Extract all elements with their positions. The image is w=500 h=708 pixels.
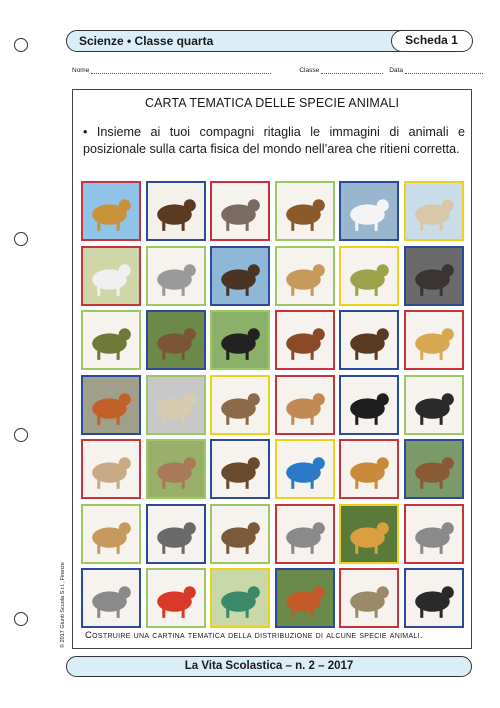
- animal-image: [212, 377, 268, 433]
- animal-card: [339, 439, 399, 499]
- animal-card: [81, 181, 141, 241]
- footer-bar: La Vita Scolastica – n. 2 – 2017: [66, 656, 472, 677]
- animal-image: [148, 183, 204, 239]
- classe-label: Classe: [299, 67, 320, 74]
- copyright-note: © 2017 Giunti Scuola S.r.l., Firenze: [60, 562, 66, 648]
- animal-card: [275, 439, 335, 499]
- data-label: Data: [389, 67, 403, 74]
- animal-card: [210, 310, 270, 370]
- animal-image: [148, 248, 204, 304]
- binder-hole: [14, 612, 28, 626]
- animal-card: [146, 439, 206, 499]
- animal-card: [146, 504, 206, 564]
- animal-image: [341, 183, 397, 239]
- animal-card: [275, 568, 335, 628]
- student-fields: [72, 67, 472, 74]
- animal-image: [406, 183, 462, 239]
- animal-image: [341, 441, 397, 497]
- animal-card: [404, 246, 464, 306]
- animal-image: [212, 506, 268, 562]
- animal-image: [341, 312, 397, 368]
- animal-card: [275, 310, 335, 370]
- animal-image: [277, 183, 333, 239]
- animal-card: [210, 439, 270, 499]
- animal-image: [277, 377, 333, 433]
- animal-card: [404, 310, 464, 370]
- binder-hole: [14, 232, 28, 246]
- animal-image: [277, 441, 333, 497]
- instructions-text: • Insieme ai tuoi compagni ritaglia le immagini di animali e posizionale sulla carta fisica del mondo nell’area che ritieni corretta.: [83, 125, 465, 156]
- animal-card: [146, 375, 206, 435]
- animal-card: [210, 568, 270, 628]
- animal-image: [83, 183, 139, 239]
- nome-field[interactable]: [72, 67, 271, 74]
- animal-image: [83, 441, 139, 497]
- animal-image: [83, 312, 139, 368]
- animal-card: [275, 375, 335, 435]
- animal-image: [277, 570, 333, 626]
- animal-card: [146, 181, 206, 241]
- animal-image: [277, 312, 333, 368]
- animal-image: [83, 506, 139, 562]
- animal-card: [81, 568, 141, 628]
- animal-image: [406, 441, 462, 497]
- animal-image: [406, 377, 462, 433]
- animal-image: [406, 312, 462, 368]
- scheda-tab: Scheda 1: [391, 30, 473, 52]
- animal-card: [404, 375, 464, 435]
- animal-card: [81, 439, 141, 499]
- classe-field[interactable]: [299, 67, 383, 74]
- animal-image: [148, 570, 204, 626]
- animal-card: [404, 568, 464, 628]
- animal-image: [212, 183, 268, 239]
- animal-card: [404, 504, 464, 564]
- animal-card: [275, 246, 335, 306]
- animal-card: [275, 181, 335, 241]
- header-bar: [66, 30, 472, 52]
- data-field[interactable]: [389, 67, 483, 74]
- animal-card: [210, 375, 270, 435]
- animal-card: [404, 181, 464, 241]
- animal-image: [148, 312, 204, 368]
- animal-image: [406, 570, 462, 626]
- animal-image: [212, 248, 268, 304]
- animal-image: [341, 248, 397, 304]
- animal-image: [341, 570, 397, 626]
- animal-card: [81, 310, 141, 370]
- animal-image: [148, 506, 204, 562]
- animal-image: [212, 570, 268, 626]
- animal-image: [83, 377, 139, 433]
- animal-image: [406, 248, 462, 304]
- animal-card: [339, 568, 399, 628]
- animal-image: [277, 506, 333, 562]
- animal-image: [148, 377, 204, 433]
- animal-card: [339, 504, 399, 564]
- animal-image: [83, 570, 139, 626]
- animal-card: [81, 504, 141, 564]
- animal-card: [275, 504, 335, 564]
- worksheet-title: CARTA TEMATICA DELLE SPECIE ANIMALI: [144, 96, 400, 110]
- worksheet-box: [72, 89, 472, 649]
- animal-card: [339, 181, 399, 241]
- animal-card: [81, 375, 141, 435]
- animal-card: [146, 568, 206, 628]
- animal-image: [406, 506, 462, 562]
- animal-card: [210, 181, 270, 241]
- animal-image: [148, 441, 204, 497]
- animal-card: [339, 246, 399, 306]
- header-title: Scienze • Classe quarta: [79, 34, 214, 48]
- animal-card: [404, 439, 464, 499]
- animal-image: [83, 248, 139, 304]
- animal-card: [81, 246, 141, 306]
- animal-image: [212, 312, 268, 368]
- worksheet-caption: Costruire una cartina tematica della distribuzione di alcune specie animali.: [85, 630, 423, 641]
- animal-card: [210, 504, 270, 564]
- animal-card: [210, 246, 270, 306]
- animal-card: [339, 310, 399, 370]
- nome-label: Nome: [72, 67, 90, 74]
- animal-card: [339, 375, 399, 435]
- animal-image: [277, 248, 333, 304]
- animal-image: [341, 377, 397, 433]
- animal-image: [212, 441, 268, 497]
- animal-image: [341, 506, 397, 562]
- binder-hole: [14, 428, 28, 442]
- animal-card: [146, 246, 206, 306]
- animal-card: [146, 310, 206, 370]
- binder-hole: [14, 38, 28, 52]
